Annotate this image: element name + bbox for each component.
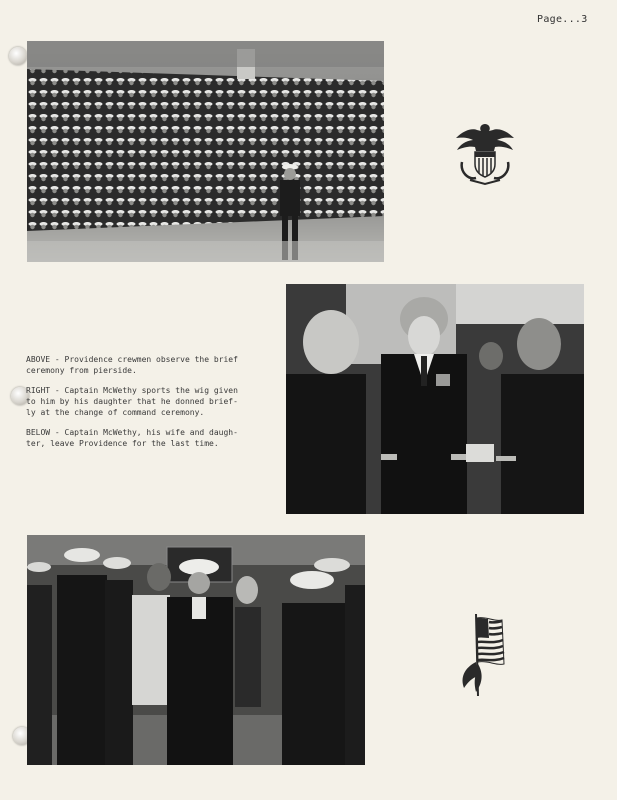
photo-captain-departure xyxy=(27,535,365,765)
caption-above: ABOVE - Providence crewmen observe the brief ceremony from pierside. xyxy=(26,355,238,375)
binder-hole-top xyxy=(9,47,27,65)
caption-below: BELOW - Captain McWethy, his wife and daugh- ter, leave Providence for the last time. xyxy=(26,428,238,448)
american-flag-icon xyxy=(454,612,508,698)
page-number: Page...3 xyxy=(537,14,588,25)
navy-eagle-shield-icon xyxy=(450,118,520,188)
photo-captions xyxy=(26,354,256,458)
caption-right: RIGHT - Captain McWethy sports the wig given to him by his daughter that he donned brief- ly at the change of command ceremony. xyxy=(26,386,238,417)
photo-crewmen-pierside xyxy=(27,41,384,262)
photo-captain-wig xyxy=(286,284,584,514)
